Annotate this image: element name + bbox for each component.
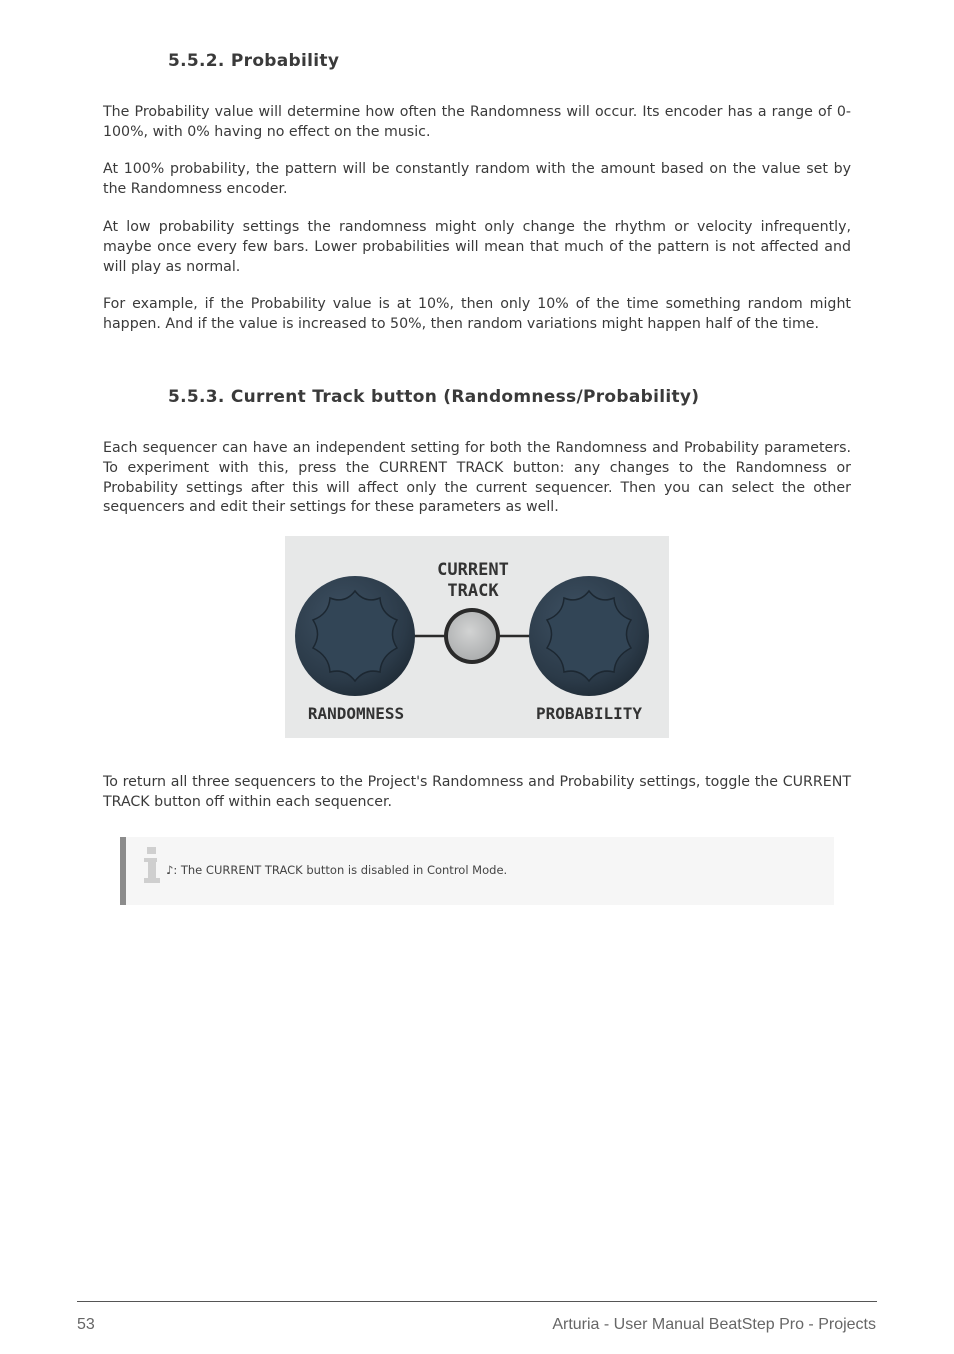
label-randomness: RANDOMNESS: [307, 704, 405, 723]
paragraph: To return all three sequencers to the Project's Randomness and Probability settings, toggle the CURRENT TRACK button off within each sequencer.: [103, 774, 851, 810]
footer-divider: [77, 1301, 877, 1302]
paragraph: Each sequencer can have an independent setting for both the Randomness and Probability parameters. To experiment with this, press the CURRENT TRACK button: any changes to the Randomness or Probability settings after this will affect only the current sequencer. Then you can select the other sequencers and edit their settings for these parameters as well.: [103, 440, 851, 516]
hardware-panel-figure: [285, 536, 669, 738]
paragraph: For example, if the Probability value is at 10%, then only 10% of the time something random might happen. And if the value is increased to 50%, then random variations might happen half of the time.: [103, 296, 851, 332]
info-note: [120, 837, 834, 905]
section-heading-current-track: 5.5.3. Current Track button (Randomness/Probability): [168, 387, 700, 407]
paragraph: At low probability settings the randomness might only change the rhythm or velocity infrequently, maybe once every few bars. Lower probabilities will mean that much of the pattern is not affected and will play as normal.: [103, 219, 851, 275]
page-number: 53: [77, 1316, 95, 1333]
paragraph: The Probability value will determine how often the Randomness will occur. Its encoder has a range of 0-100%, with 0% having no effect on the music.: [103, 104, 851, 140]
section-heading-probability: 5.5.2. Probability: [168, 51, 340, 71]
label-probability: PROBABILITY: [536, 704, 642, 723]
randomness-knob[interactable]: [295, 576, 415, 696]
label-current: CURRENT: [437, 560, 509, 580]
info-icon: [142, 847, 162, 887]
footer-title: Arturia - User Manual BeatStep Pro - Projects: [552, 1316, 876, 1333]
current-track-button[interactable]: [444, 608, 500, 664]
paragraph: At 100% probability, the pattern will be constantly random with the amount based on the value set by the Randomness encoder.: [103, 161, 851, 197]
note-text: ♪: The CURRENT TRACK button is disabled in Control Mode.: [166, 863, 508, 877]
probability-knob[interactable]: [529, 576, 649, 696]
label-track: TRACK: [447, 581, 499, 601]
